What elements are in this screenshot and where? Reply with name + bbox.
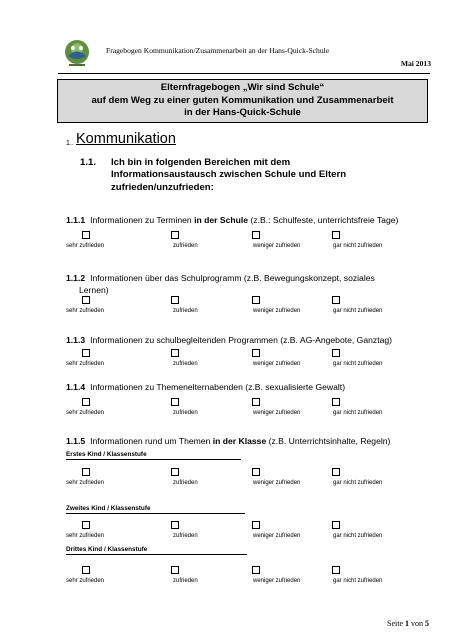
checkbox-less-satisfied[interactable] <box>252 296 260 304</box>
rating-label-very-satisfied: sehr zufrieden <box>66 361 105 367</box>
checkbox-less-satisfied[interactable] <box>252 349 260 357</box>
rating-row-1-1-4 <box>0 398 453 420</box>
checkbox-not-satisfied[interactable] <box>332 349 340 357</box>
checkbox-satisfied[interactable] <box>171 566 179 574</box>
checkbox-not-satisfied[interactable] <box>332 296 340 304</box>
checkbox-very-satisfied[interactable] <box>82 468 90 476</box>
question-1-1-5: 1.1.5 Informationen rund um Themen in der Klasse (z.B. Unterrichtsinhalte, Regeln) <box>66 436 391 446</box>
rating-label-very-satisfied: sehr zufrieden <box>66 243 105 249</box>
checkbox-satisfied[interactable] <box>171 398 179 406</box>
checkbox-not-satisfied[interactable] <box>332 398 340 406</box>
rating-label-not-satisfied: gar nicht zufrieden <box>333 308 383 314</box>
rating-label-not-satisfied: gar nicht zufrieden <box>333 243 383 249</box>
title-box <box>57 79 428 123</box>
child-underline-first <box>66 459 241 460</box>
rating-label-less-satisfied: weniger zufrieden <box>253 308 301 314</box>
rating-label-less-satisfied: weniger zufrieden <box>253 578 301 584</box>
checkbox-less-satisfied[interactable] <box>252 231 260 239</box>
question-1-1-3: 1.1.3 Informationen zu schulbegleitenden Programmen (z.B. AG-Angebote, Ganztag) <box>66 335 393 345</box>
title-line-2: auf dem Weg zu einer guten Kommunikation und Zusammenarbeit <box>91 94 394 106</box>
section-title: Kommunikation <box>76 131 176 147</box>
child-underline-third <box>66 554 247 555</box>
checkbox-not-satisfied[interactable] <box>332 521 340 529</box>
child-label-first: Erstes Kind / Klassenstufe <box>66 451 147 458</box>
checkbox-satisfied[interactable] <box>171 349 179 357</box>
school-logo <box>62 38 92 68</box>
rating-label-satisfied: zufrieden <box>173 361 198 367</box>
rating-label-less-satisfied: weniger zufrieden <box>253 410 301 416</box>
rating-label-less-satisfied: weniger zufrieden <box>253 533 301 539</box>
question-1-1-1: 1.1.1 Informationen zu Terminen in der Schule (z.B.: Schulfeste, unterrichtsfreie Tage) <box>66 215 399 225</box>
question-number: 1.1.5 <box>66 436 86 446</box>
rating-label-satisfied: zufrieden <box>173 533 198 539</box>
rating-label-not-satisfied: gar nicht zufrieden <box>333 410 383 416</box>
checkbox-less-satisfied[interactable] <box>252 398 260 406</box>
checkbox-very-satisfied[interactable] <box>82 521 90 529</box>
rating-row-child-2 <box>0 521 453 543</box>
rating-row-1-1-1 <box>0 231 453 253</box>
rating-label-less-satisfied: weniger zufrieden <box>253 243 301 249</box>
rating-label-not-satisfied: gar nicht zufrieden <box>333 578 383 584</box>
question-1-1-4: 1.1.4 Informationen zu Themenelternabenden (z.B. sexualisierte Gewalt) <box>66 382 346 392</box>
question-number: 1.1.2 <box>66 273 86 283</box>
rating-label-satisfied: zufrieden <box>173 410 198 416</box>
question-number: 1.1.4 <box>66 382 86 392</box>
child-label-third: Drittes Kind / Klassenstufe <box>66 546 148 553</box>
checkbox-less-satisfied[interactable] <box>252 468 260 476</box>
rating-label-not-satisfied: gar nicht zufrieden <box>333 533 383 539</box>
rating-label-satisfied: zufrieden <box>173 480 198 486</box>
checkbox-not-satisfied[interactable] <box>332 468 340 476</box>
section-number: 1.. <box>66 140 74 147</box>
header-rule <box>58 73 430 74</box>
checkbox-very-satisfied[interactable] <box>82 296 90 304</box>
question-number: 1.1.1 <box>66 215 86 225</box>
rating-row-1-1-3 <box>0 349 453 371</box>
subsection-text: Ich bin in folgenden Bereichen mit dem Informationsaustausch zwischen Schule und Eltern zufrieden/unzufrieden: <box>111 157 347 193</box>
question-1-1-2: 1.1.2 Informationen über das Schulprogramm (z.B. Bewegungskonzept, soziales Lernen) <box>66 273 375 295</box>
header-date: Mai 2013 <box>400 59 431 68</box>
rating-row-child-1 <box>0 468 453 490</box>
rating-label-less-satisfied: weniger zufrieden <box>253 361 301 367</box>
checkbox-not-satisfied[interactable] <box>332 231 340 239</box>
checkbox-very-satisfied[interactable] <box>82 566 90 574</box>
checkbox-satisfied[interactable] <box>171 521 179 529</box>
title-line-1: Elternfragebogen „Wir sind Schule“ <box>160 82 325 93</box>
rating-label-less-satisfied: weniger zufrieden <box>253 480 301 486</box>
header-title: Fragebogen Kommunikation/Zusammenarbeit an der Hans-Quick-Schule <box>106 46 330 55</box>
checkbox-very-satisfied[interactable] <box>82 349 90 357</box>
child-label-second: Zweites Kind / Klassenstufe <box>66 505 151 512</box>
subsection-number: 1.1. <box>80 157 97 168</box>
checkbox-less-satisfied[interactable] <box>252 521 260 529</box>
checkbox-satisfied[interactable] <box>171 231 179 239</box>
checkbox-satisfied[interactable] <box>171 468 179 476</box>
rating-row-child-3 <box>0 566 453 588</box>
rating-label-satisfied: zufrieden <box>173 578 198 584</box>
rating-label-very-satisfied: sehr zufrieden <box>66 533 105 539</box>
rating-label-very-satisfied: sehr zufrieden <box>66 308 105 314</box>
rating-label-satisfied: zufrieden <box>173 308 198 314</box>
checkbox-less-satisfied[interactable] <box>252 566 260 574</box>
title-line-3: in der Hans-Quick-Schule <box>184 107 301 119</box>
checkbox-satisfied[interactable] <box>171 296 179 304</box>
rating-label-satisfied: zufrieden <box>173 243 198 249</box>
child-underline-second <box>66 513 245 514</box>
checkbox-not-satisfied[interactable] <box>332 566 340 574</box>
page-footer: Seite 1 von 5 <box>387 619 429 628</box>
rating-label-very-satisfied: sehr zufrieden <box>66 410 105 416</box>
rating-row-1-1-2 <box>0 296 453 318</box>
rating-label-not-satisfied: gar nicht zufrieden <box>333 480 383 486</box>
rating-label-very-satisfied: sehr zufrieden <box>66 480 105 486</box>
question-number: 1.1.3 <box>66 335 86 345</box>
checkbox-very-satisfied[interactable] <box>82 231 90 239</box>
rating-label-not-satisfied: gar nicht zufrieden <box>333 361 383 367</box>
checkbox-very-satisfied[interactable] <box>82 398 90 406</box>
rating-label-very-satisfied: sehr zufrieden <box>66 578 105 584</box>
